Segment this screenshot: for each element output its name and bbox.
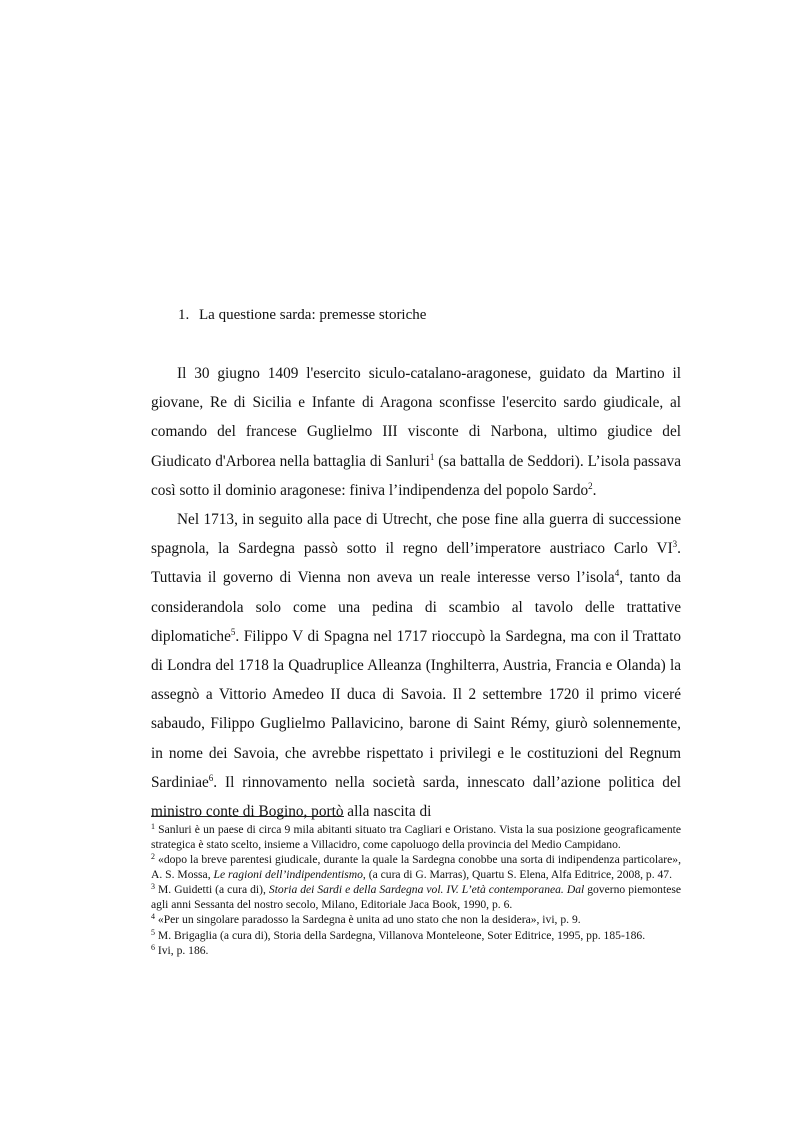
footnote-text: M. Brigaglia (a cura di), Storia della Sardegna, Villanova Monteleone, Soter Editrice, 1995, pp. 185-186. (155, 928, 646, 942)
footnote-3 (151, 883, 681, 912)
footnote-number: 2 (151, 852, 155, 861)
footnote-4 (151, 913, 681, 928)
paragraph-2-text-d: . Filippo V di Spagna nel 1717 rioccupò la Sardegna, ma con il Trattato di Londra del 1718 la Quadruplice Alleanza (Inghilterra, Austria, Francia e Olanda) la assegnò a Vittorio Amedeo II duca di Savoia. Il 2 settembre 1720 il primo viceré sabaudo, Filippo Guglielmo Pallavicino, barone di Saint Rémy, giurò solennemente, in nome dei Savoia, che avrebbe rispettato i privilegi e le costituzioni del Regnum Sardiniae (151, 627, 681, 791)
footnote-ref-3: 3 (672, 539, 678, 550)
footnote-ref-4: 4 (614, 568, 620, 579)
paragraph-2-text-a: Nel 1713, in seguito alla pace di Utrecht, che pose fine alla guerra di successione spagnola, la Sardegna passò sotto il regno dell’imperatore austriaco Carlo VI (151, 511, 681, 558)
footnotes (151, 823, 681, 960)
footnote-text: M. Guidetti (a cura di), (155, 883, 269, 896)
paragraph-1-text-b: (sa battalla de Seddori). L’isola passava così sotto il dominio aragonese: finiva l’indipendenza del popolo Sardo (151, 452, 681, 499)
footnote-text-tail: , (a cura di G. Marras), Quartu S. Elena, Alfa Editrice, 2008, p. 47. (362, 867, 672, 881)
footnote-text: Sanluri è un paese di circa 9 mila abitanti situato tra Cagliari e Oristano. Vista la sua posizione geograficamente strategica è stato scelto, insieme a Villacidro, come capoluogo della provincia del Medio Campidano. (151, 823, 681, 851)
footnote-number: 4 (151, 912, 155, 921)
footnote-ref-1: 1 (429, 451, 435, 462)
footnote-text: Ivi, p. 186. (155, 944, 209, 957)
paragraph-1 (151, 359, 681, 505)
footnote-title-italic: Le ragioni dell’indipendentismo (213, 867, 363, 881)
paragraph-1-text-c: . (592, 481, 597, 499)
footnote-6 (151, 944, 681, 959)
footnote-text: «dopo la breve parentesi giudicale, durante la quale la Sardegna conobbe una sorta di indipendenza particolare», A. S. Mossa, (151, 853, 681, 881)
footnote-1 (151, 823, 681, 852)
footnote-ref-5: 5 (230, 626, 236, 637)
footnote-text-tail: governo piemontese agli anni Sessanta del nostro secolo, Milano, Editoriale Jaca Book, 1990, p. 6. (151, 883, 681, 911)
body-text (151, 359, 681, 826)
footnote-number: 3 (151, 882, 155, 891)
footnote-title-italic: Storia dei Sardi e della Sardegna vol. IV. L’età contemporanea. Dal (268, 883, 585, 896)
footnote-ref-2: 2 (588, 480, 593, 491)
footnote-2 (151, 853, 681, 882)
footnote-number: 5 (151, 927, 155, 937)
footnote-separator (151, 816, 344, 817)
footnote-number: 6 (151, 943, 155, 952)
footnote-5 (151, 929, 681, 944)
paragraph-2-text-c: , tanto da considerandola solo come una pedina di scambio al tavolo delle trattative diplomatiche (151, 569, 681, 645)
section-title: La questione sarda: premesse storiche (199, 307, 427, 323)
footnote-number: 1 (151, 822, 155, 831)
footnote-text: «Per un singolare paradosso la Sardegna è unita ad uno stato che non la desidera», ivi, p. 9. (155, 913, 581, 926)
section-number: 1. (178, 307, 190, 323)
paragraph-2-text-b: . Tuttavia il governo di Vienna non aveva un reale interesse verso l’isola (151, 540, 681, 587)
footnote-ref-6: 6 (208, 772, 214, 783)
paragraph-2-text-e: . Il rinnovamento nella società sarda, innescato dall’azione politica del ministro conte di Bogino, portò alla nascita di (151, 773, 681, 821)
section-heading (178, 307, 426, 324)
paragraph-1-text-a: Il 30 giugno 1409 l'esercito siculo-catalano-aragonese, guidato da Martino il giovane, Re di Sicilia e Infante di Aragona sconfisse l'esercito sardo giudicale, al comando del francese Guglielmo III visconte di Narbona, ultimo giudice del Giudicato d'Arborea nella battaglia di Sanluri (151, 365, 681, 470)
paragraph-2 (151, 505, 681, 826)
